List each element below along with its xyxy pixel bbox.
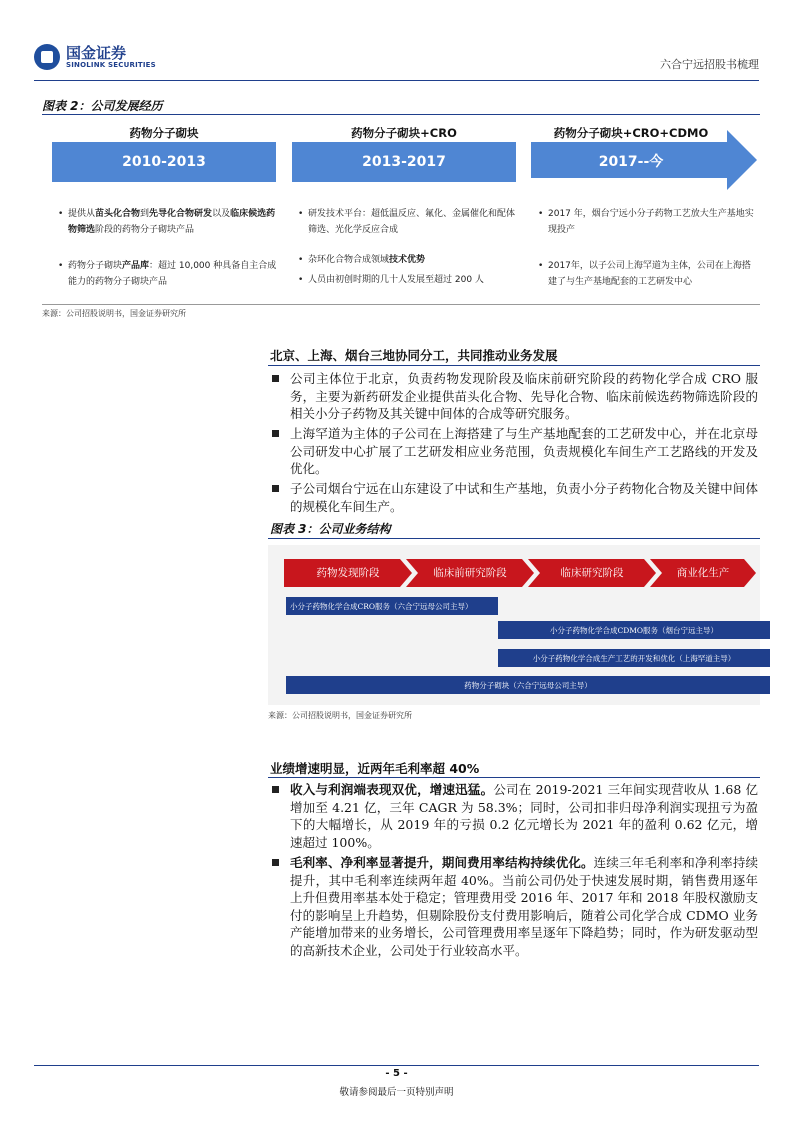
stage2-bullet: • 杂环化合物合成领域技术优势	[296, 252, 518, 268]
stage1-bullet: • 药物分子砌块产品库：超过 10,000 种具备自主合成能力的药物分子砌块产品	[56, 258, 278, 290]
page-number: - 5 -	[385, 1068, 408, 1079]
section1-para-1: 公司主体位于北京，负责药物发现阶段及临床前研究阶段的药物化学合成 CRO 服务，主要为新药研发企业提供苗头化合物、先导化合物、临床前候选药物筛选阶段的相关小分子药物及其关键中间体的合成等研究服务。	[270, 370, 758, 423]
phase-3-label: 临床研究阶段	[560, 567, 624, 579]
phase-4	[650, 559, 756, 587]
band-building-blocks: 药物分子砌块（六合宁远母公司主导）	[286, 676, 770, 694]
stage2-years: 2013-2017	[292, 142, 516, 182]
stage1-years: 2010-2013	[52, 142, 276, 182]
stage1-bullets	[56, 206, 278, 294]
stage2-bullet: • 人员由初创时期的几十人发展至超过 200 人	[296, 272, 518, 288]
stage3-bullet: • 2017年，以子公司上海罕道为主体，公司在上海搭建了与生产基地配套的工艺研发中心	[536, 258, 758, 290]
logo-en: SINOLINK SECURITIES	[66, 61, 156, 69]
stage3-bullets	[536, 206, 758, 294]
phase-4-label: 商业化生产	[676, 567, 730, 579]
bullet-square-icon	[272, 786, 279, 793]
section1-title: 北京、上海、烟台三地协同分工，共同推动业务发展	[270, 348, 558, 363]
figure2-bottom-rule	[42, 304, 760, 305]
stage1-head: 药物分子砌块	[129, 126, 199, 140]
phase-3	[528, 559, 656, 587]
document-title: 六合宁远招股书梳理	[660, 58, 759, 71]
figure2-source: 来源：公司招股说明书，国金证券研究所	[42, 309, 186, 318]
stage3-arrow	[531, 130, 757, 190]
company-logo	[34, 44, 156, 70]
figure2-title: 图表 2：公司发展经历	[42, 99, 163, 113]
section1-para-3: 子公司烟台宁远在山东建设了中试和生产基地，负责小分子药物化合物及关键中间体的规模化车间生产。	[270, 480, 758, 515]
band-process: 小分子药物化学合成生产工艺的开发和优化（上海罕道主导）	[498, 649, 770, 667]
page-header	[34, 44, 759, 80]
stage1-bullet: • 提供从苗头化合物到先导化合物研发以及临床候选药物筛选阶段的药物分子砌块产品	[56, 206, 278, 238]
stage3-bullet: • 2017 年，烟台宁远小分子药物工艺放大生产基地实现投产	[536, 206, 758, 238]
footer-divider	[34, 1065, 759, 1066]
bullet-square-icon	[272, 430, 279, 437]
figure3-title: 图表 3：公司业务结构	[270, 522, 391, 536]
footer-disclaimer: 敬请参阅最后一页特别声明	[339, 1087, 454, 1098]
stage2-bullet: • 研发技术平台：超低温反应、氟化、金属催化和配体筛选、光化学反应合成	[296, 206, 518, 238]
band-cro: 小分子药物化学合成CRO服务（六合宁远母公司主导）	[286, 597, 498, 615]
bullet-square-icon	[272, 485, 279, 492]
phase-2	[406, 559, 534, 587]
logo-cn: 国金证券	[66, 44, 127, 62]
phase-1-label: 药物发现阶段	[316, 567, 380, 579]
section2-rule	[268, 777, 760, 778]
section2-title: 业绩增速明显，近两年毛利率超 40%	[270, 761, 480, 776]
logo-icon	[34, 44, 60, 70]
bullet-square-icon	[272, 859, 279, 866]
figure3-source: 来源：公司招股说明书，国金证券研究所	[268, 711, 412, 720]
section1-para-2: 上海罕道为主体的子公司在上海搭建了与生产基地配套的工艺研发中心，并在北京母公司研发中心扩展了工艺研发相应业务范围，负责规模化车间生产工艺路线的开发及优化。	[270, 425, 758, 478]
phase-1	[284, 559, 412, 587]
section2-para-2: 毛利率、净利率显著提升，期间费用率结构持续优化。连续三年毛利率和净利率持续提升，其中毛利率连续两年超 40%。当前公司仍处于快速发展时期，销售费用逐年上升但费用率基本处于稳定；管理费用受 2016 年、2017 年和 2018 年股权激励支付的影响呈上升趋势，但剔除股份支付费用影响后，随着公司化学合成 CDMO 业务产能增加带来的业务增长，公司管理费用率呈逐年下降趋势；同时，作为研发驱动型的高新技术企业，公司处于行业较高水平。	[270, 854, 758, 959]
stage2-bullets	[296, 206, 518, 292]
figure2-rule	[42, 114, 760, 115]
stage3-head: 药物分子砌块+CRO+CDMO	[553, 126, 709, 140]
figure3-rule	[268, 538, 760, 539]
section2-para-1: 收入与利润端表现双优，增速迅猛。公司在 2019-2021 三年间实现营收从 1.68 亿增加至 4.21 亿，三年 CAGR 为 58.3%；同时，公司扣非归母净利润实现扭亏为盈下的大幅增长，从 2019 年的亏损 0.2 亿元增长为 2021 年的盈利 0.62 亿元，增速超过 100%。	[270, 781, 758, 851]
section1-rule	[268, 365, 760, 366]
phase-2-label: 临床前研究阶段	[433, 567, 507, 579]
header-divider	[34, 80, 759, 81]
stage2-head: 药物分子砌块+CRO	[351, 126, 457, 140]
band-cdmo: 小分子药物化学合成CDMO服务（烟台宁远主导）	[498, 621, 770, 639]
business-structure-chart	[268, 545, 760, 705]
stage3-years: 2017--今	[598, 154, 664, 170]
bullet-square-icon	[272, 375, 279, 382]
